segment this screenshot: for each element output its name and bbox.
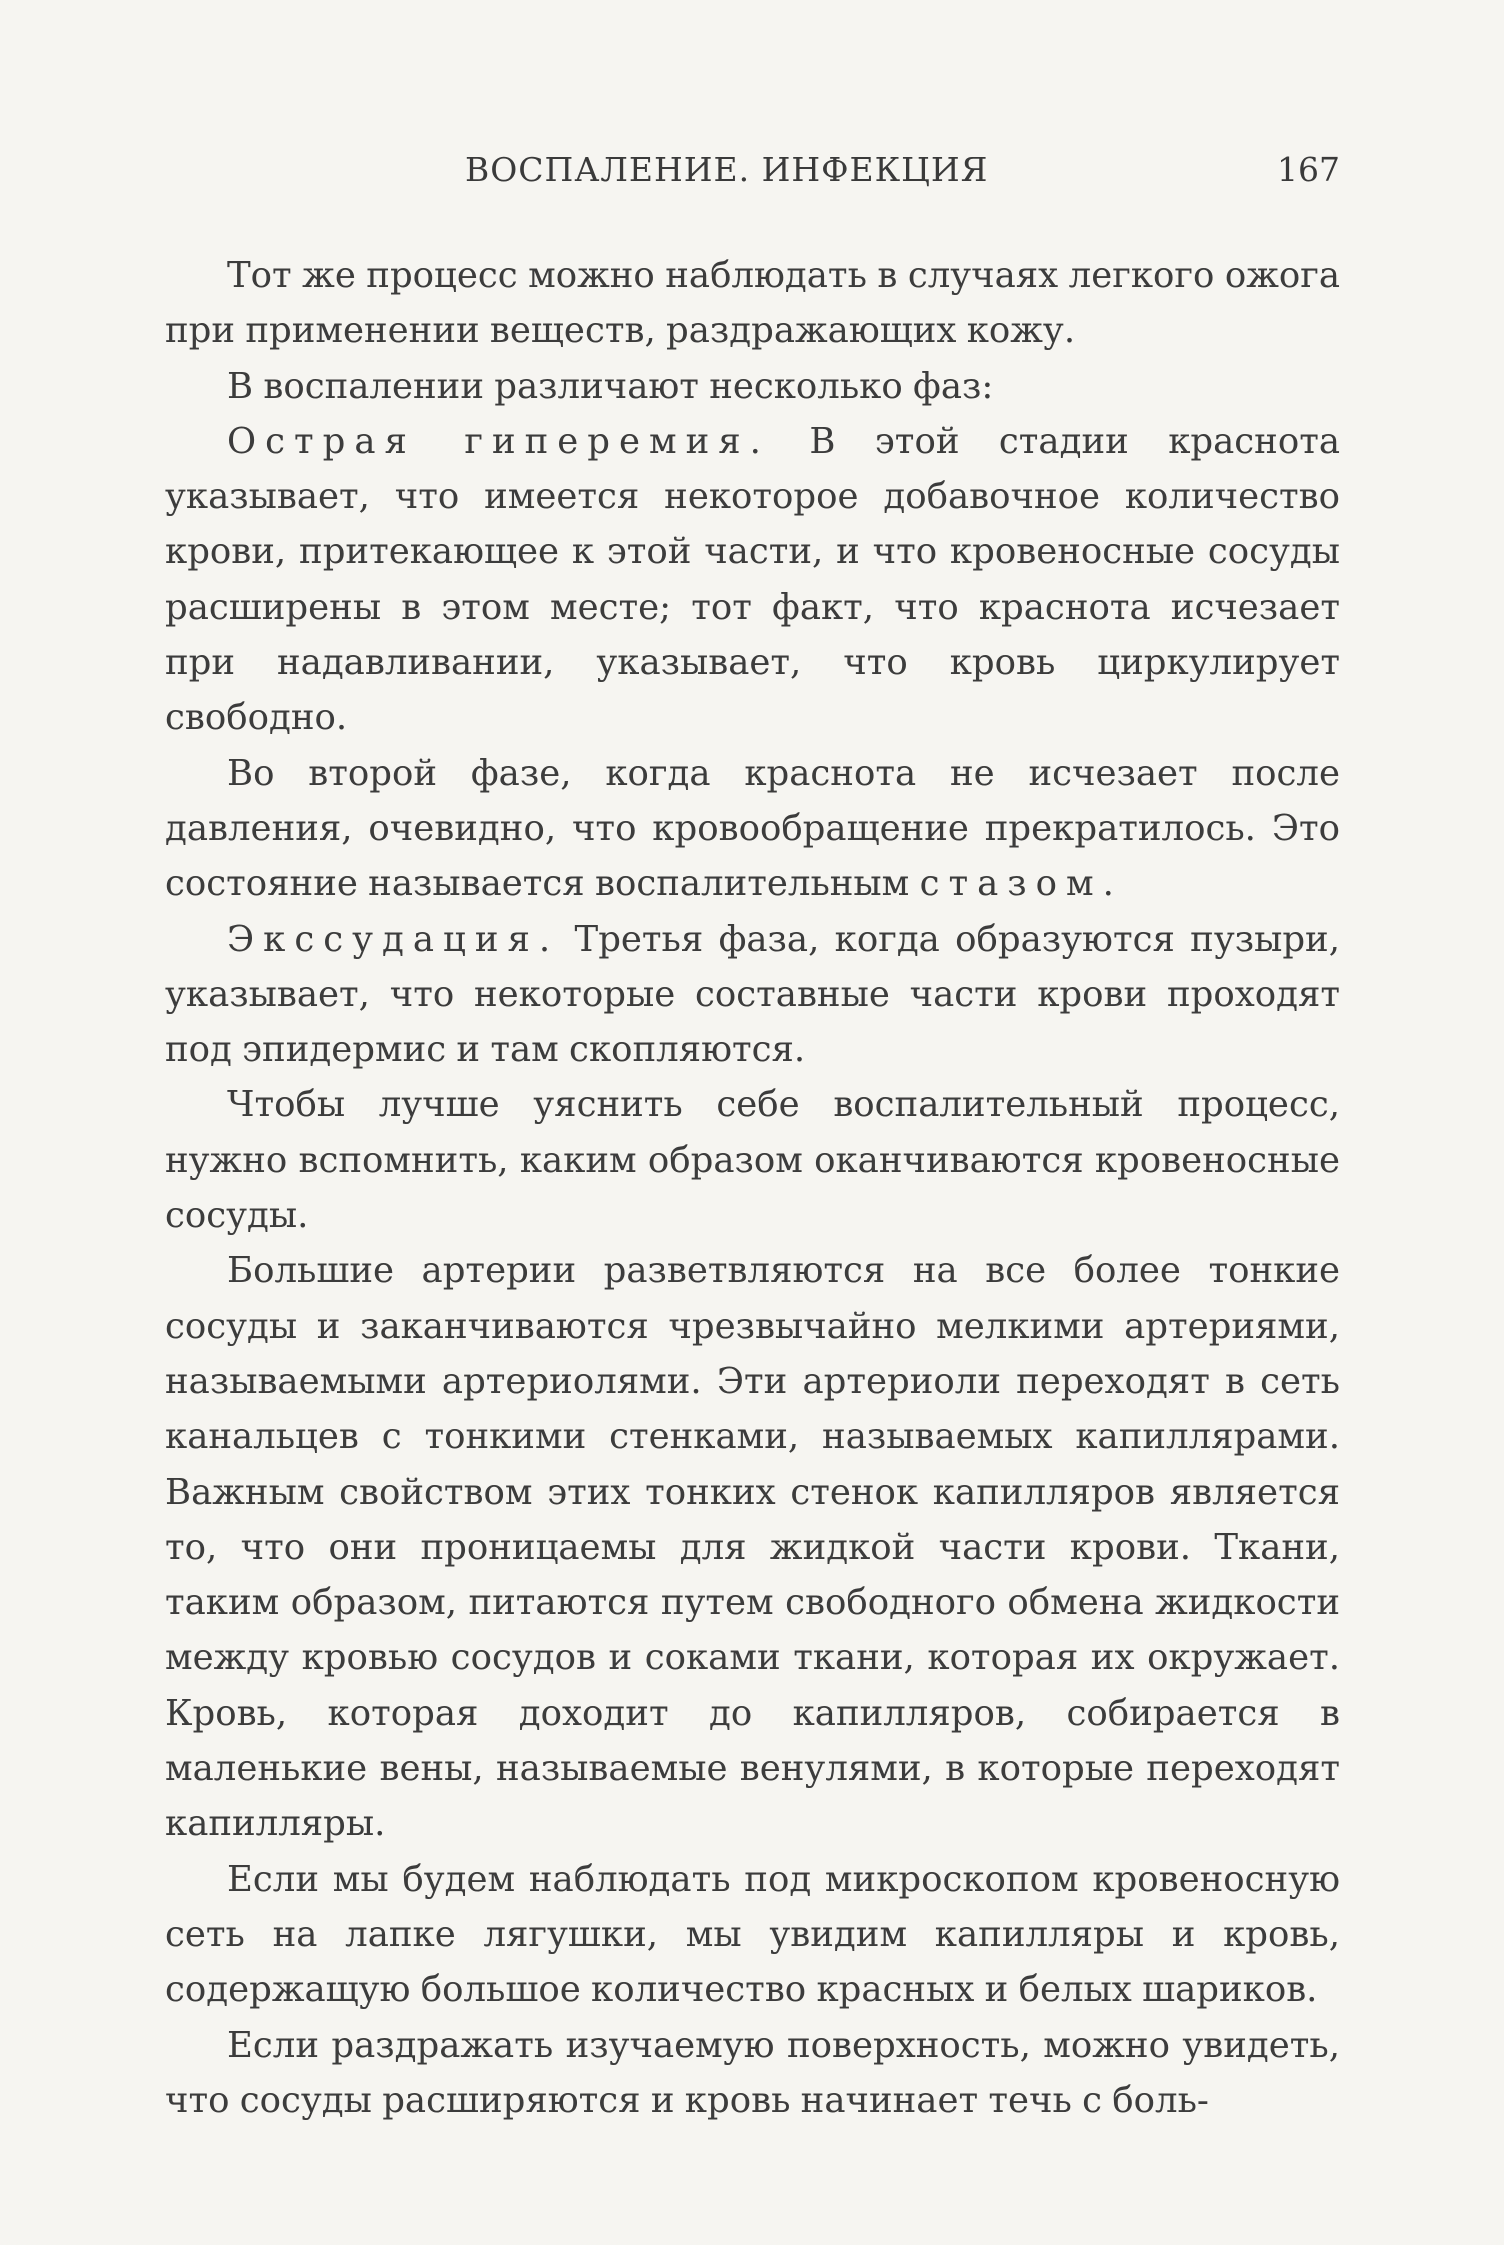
paragraph: Во второй фазе, когда краснота не исчезает после давления, очевидно, что кровообращение прекратилось. Это состояние называется воспалительным стазом. [165,752,1340,905]
paragraph: Экссудация. Третья фаза, когда образуются пузыри, указывает, что некоторые составные части крови проходят под эпидермис и там скопляются. [165,918,1340,1071]
paragraph: Тот же процесс можно наблюдать в случаях легкого ожога при применении веществ, раздражающих кожу. [165,255,1340,352]
body-text [165,248,1340,2128]
paragraph: Большие артерии разветвляются на все более тонкие сосуды и заканчиваются чрезвычайно мелкими артериями, называемыми артериолями. Эти артериоли переходят в сеть канальцев с тонкими стенками, называемых капиллярами. Важным свойством этих тонких стенок капилляров является то, что они проницаемы для жидкой части крови. Ткани, таким образом, питаются путем свободного обмена жидкости между кровью сосудов и соками ткани, которая их окружает. Кровь, которая доходит до капилляров, собирается в маленькие вены, называемые венулями, в которые переходят капилляры. [165,1250,1340,1845]
paragraph: Если раздражать изучаемую поверхность, можно увидеть, что сосуды расширяются и кровь начинает течь с боль- [165,2024,1340,2121]
running-title: ВОСПАЛЕНИЕ. ИНФЕКЦИЯ [465,150,989,189]
paragraph: Острая гиперемия. В этой стадии краснота указывает, что имеется некоторое добавочное количество крови, притекающее к этой части, и что кровеносные сосуды расширены в этом месте; тот факт, что краснота исчезает при надавливании, указывает, что кровь циркулирует свободно. [165,420,1341,739]
term-stasis: стазом [919,863,1103,905]
paragraph: Если мы будем наблюдать под микроскопом кровеносную сеть на лапке лягушки, мы увидим капилляры и кровь, содержащую большое количество красных и белых шариков. [165,1858,1340,2011]
page-number: 167 [1277,150,1340,189]
page-header [165,150,1340,200]
paragraph: Чтобы лучше уяснить себе воспалительный процесс, нужно вспомнить, каким образом оканчиваются кровеносные сосуды. [165,1084,1340,1237]
paragraph: В воспалении различают несколько фаз: [227,365,994,407]
term-acute-hyperemia: Острая гиперемия. [227,420,770,462]
term-exudation: Экссудация. [227,918,560,960]
